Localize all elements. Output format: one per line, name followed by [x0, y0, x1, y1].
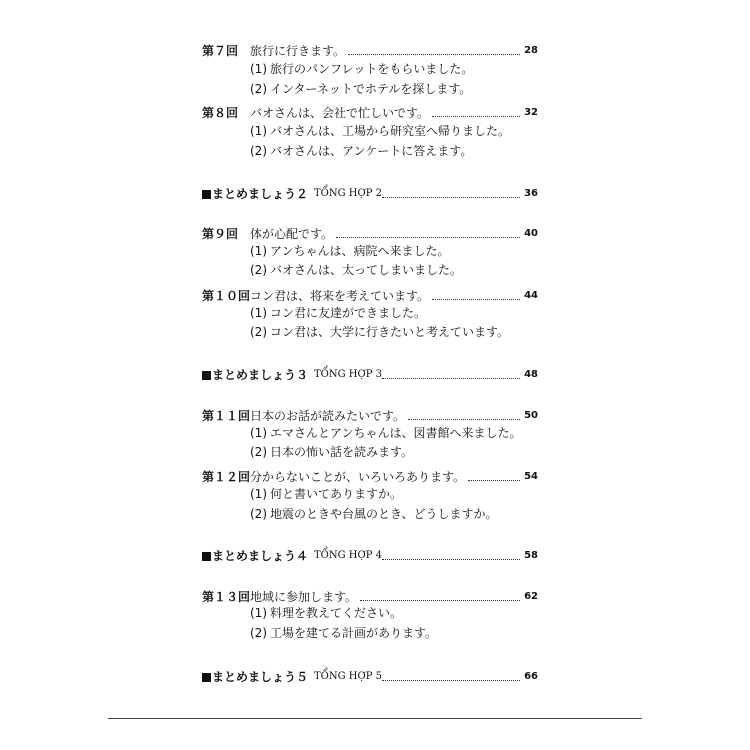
toc-entry-summary-5[interactable] [202, 664, 538, 684]
subentry-number: (1) [250, 124, 267, 138]
page-number: 44 [524, 290, 538, 301]
dot-leader [432, 299, 520, 300]
toc-entry-lesson-10[interactable] [202, 283, 538, 303]
page-number: 48 [524, 369, 538, 380]
page-number: 36 [524, 188, 538, 199]
subentry-number: (2) [250, 445, 267, 459]
toc-subentry[interactable] [250, 244, 450, 258]
subentry-text: 旅行のパンフレットをもらいました。 [270, 62, 474, 76]
lesson-number: 第９回 [202, 227, 239, 241]
page-number: 50 [524, 410, 538, 421]
page-number: 66 [524, 671, 538, 682]
toc-subentry[interactable] [250, 626, 437, 640]
lesson-number: 第１０回 [202, 289, 251, 303]
lesson-number: 第１３回 [202, 590, 251, 604]
dot-leader [382, 680, 520, 681]
subentry-text: バオさんは、工場から研究室へ帰りました。 [270, 124, 511, 138]
dot-leader [382, 559, 520, 560]
dot-leader [382, 197, 520, 198]
square-bullet-icon [202, 552, 211, 561]
toc-entry-lesson-13[interactable] [202, 584, 538, 604]
toc-entry-lesson-11[interactable] [202, 403, 538, 423]
toc-subentry[interactable] [250, 445, 413, 459]
subentry-text: 何と書いてありますか。 [270, 487, 403, 501]
subentry-number: (2) [250, 144, 267, 158]
subentry-text: コン君は、大学に行きたいと考えています。 [270, 325, 510, 339]
square-bullet-icon [202, 673, 211, 682]
dot-leader [408, 419, 520, 420]
subentry-text: 料理を教えてください。 [270, 606, 403, 620]
page-number: 58 [524, 550, 538, 561]
summary-label: まとめましょう３ [212, 368, 309, 382]
toc-subentry[interactable] [250, 124, 510, 138]
subentry-text: インターネットでホテルを探します。 [270, 82, 472, 96]
subentry-number: (2) [250, 626, 267, 640]
dot-leader [348, 54, 520, 55]
summary-vietnamese-label: TỔNG HỢP 5 [314, 671, 382, 682]
lesson-title: 日本のお話が読みたいです。 [250, 409, 406, 423]
dot-leader [360, 600, 520, 601]
lesson-number: 第７回 [202, 44, 239, 58]
dot-leader [432, 116, 520, 117]
dot-leader [468, 480, 520, 481]
subentry-number: (1) [250, 606, 267, 620]
summary-label: まとめましょう４ [212, 549, 309, 563]
toc-subentry[interactable] [250, 62, 473, 76]
summary-label: まとめましょう５ [212, 670, 309, 684]
toc-entry-summary-3[interactable] [202, 362, 538, 382]
subentry-number: (1) [250, 426, 267, 440]
bottom-rule [108, 718, 642, 719]
subentry-number: (2) [250, 263, 267, 277]
subentry-text: 日本の怖い話を読みます。 [270, 445, 414, 459]
summary-vietnamese-label: TỔNG HỢP 4 [314, 550, 382, 561]
subentry-text: バオさんは、太ってしまいました。 [270, 263, 463, 277]
toc-entry-lesson-8[interactable] [202, 100, 538, 120]
dot-leader [382, 378, 520, 379]
page-number: 62 [524, 591, 538, 602]
subentry-text: アンちゃんは、病院へ来ました。 [270, 244, 450, 258]
summary-vietnamese-label: TỔNG HỢP 3 [314, 369, 382, 380]
summary-vietnamese-label: TỔNG HỢP 2 [314, 188, 382, 199]
toc-entry-lesson-12[interactable] [202, 464, 538, 484]
subentry-number: (2) [250, 507, 267, 521]
lesson-number: 第１２回 [202, 470, 251, 484]
subentry-number: (1) [250, 306, 267, 320]
toc-subentry[interactable] [250, 507, 498, 521]
lesson-number: 第８回 [202, 106, 239, 120]
lesson-title: 体が心配です。 [250, 227, 334, 241]
subentry-number: (1) [250, 244, 267, 258]
square-bullet-icon [202, 371, 211, 380]
toc-subentry[interactable] [250, 306, 426, 320]
lesson-number: 第１１回 [202, 409, 251, 423]
summary-label: まとめましょう２ [212, 187, 309, 201]
toc-entry-lesson-9[interactable] [202, 221, 538, 241]
toc-subentry[interactable] [250, 144, 472, 158]
lesson-title: 分からないことが、いろいろあります。 [250, 470, 466, 484]
subentry-text: エマさんとアンちゃんは、図書館へ来ました。 [270, 426, 522, 440]
subentry-number: (2) [250, 325, 267, 339]
lesson-title: コン君は、将来を考えています。 [250, 289, 430, 303]
subentry-text: 地震のときや台風のとき、どうしますか。 [270, 507, 498, 521]
subentry-text: バオさんは、アンケートに答えます。 [270, 144, 473, 158]
subentry-text: コン君に友達ができました。 [270, 306, 427, 320]
subentry-text: 工場を建てる計画があります。 [270, 626, 438, 640]
toc-entry-summary-2[interactable] [202, 181, 538, 201]
toc-subentry[interactable] [250, 426, 522, 440]
toc-subentry[interactable] [250, 606, 402, 620]
toc-entry-lesson-7[interactable] [202, 38, 538, 58]
lesson-title: バオさんは、会社で忙しいです。 [250, 106, 430, 120]
page-number: 40 [524, 228, 538, 239]
page-number: 54 [524, 471, 538, 482]
page-number: 28 [524, 45, 538, 56]
toc-subentry[interactable] [250, 263, 462, 277]
toc-subentry[interactable] [250, 325, 509, 339]
page-number: 32 [524, 107, 538, 118]
toc-subentry[interactable] [250, 82, 471, 96]
lesson-title: 旅行に行きます。 [250, 44, 346, 58]
subentry-number: (1) [250, 487, 267, 501]
square-bullet-icon [202, 190, 211, 199]
toc-entry-summary-4[interactable] [202, 543, 538, 563]
toc-subentry[interactable] [250, 487, 402, 501]
dot-leader [336, 237, 520, 238]
subentry-number: (1) [250, 62, 267, 76]
lesson-title: 地域に参加します。 [250, 590, 358, 604]
subentry-number: (2) [250, 82, 267, 96]
